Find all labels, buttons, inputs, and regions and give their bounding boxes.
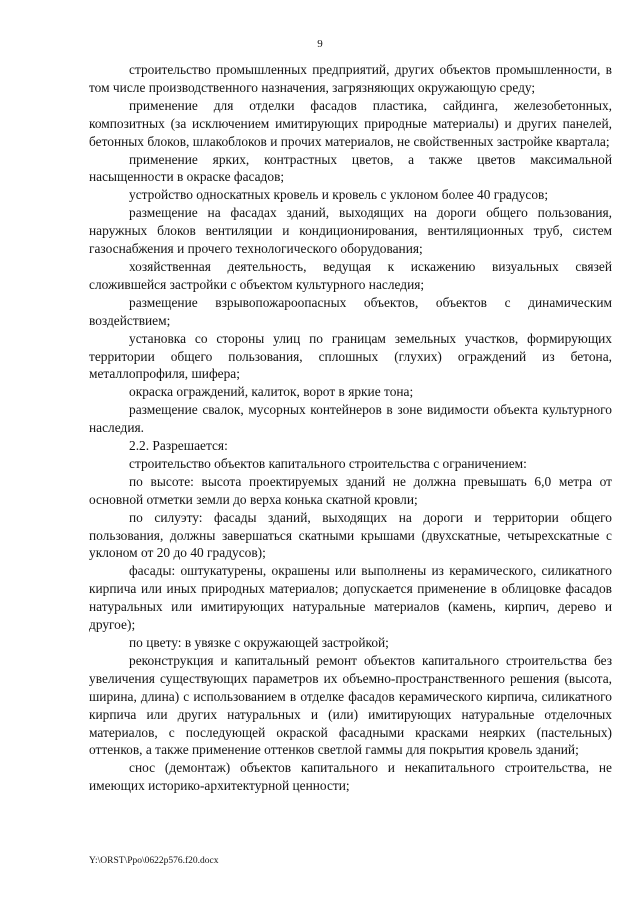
page-number: 9 (317, 38, 323, 50)
paragraph: размещение свалок, мусорных контейнеров в зоне видимости объекта культурного наследия. (89, 402, 612, 436)
paragraph: размещение взрывопожароопасных объектов, объектов с динамическим воздействием; (89, 294, 612, 328)
paragraph: применение ярких, контрастных цветов, а также цветов максимальной насыщенности в окраске фасадов; (89, 151, 612, 185)
footer-file-path: Y:\ORST\Ppo\0622p576.f20.docx (89, 856, 219, 866)
paragraph: снос (демонтаж) объектов капитального и некапитального строительства, не имеющих историко-архитектурной ценности; (89, 760, 612, 794)
document-body (89, 61, 612, 795)
paragraph: размещение на фасадах зданий, выходящих на дороги общего пользования, наружных блоков вентиляции и кондиционирования, вентиляционных труб, систем газоснабжения и прочего технологического оборудования; (89, 205, 612, 257)
paragraph: окраска ограждений, калиток, ворот в яркие тона; (129, 384, 414, 400)
paragraph: установка со стороны улиц по границам земельных участков, формирующих территории общего пользования, сплошных (глухих) ограждений из бетона, металлопрофиля, шифера; (89, 330, 612, 382)
paragraph: строительство промышленных предприятий, других объектов промышленности, в том числе производственного назначения, загрязняющих окружающую среду; (89, 62, 612, 95)
section-heading: 2.2. Разрешается: (129, 438, 228, 454)
paragraph: по высоте: высота проектируемых зданий не должна превышать 6,0 метра от основной отметки земли до верха конька скатной кровли; (89, 473, 612, 507)
paragraph: хозяйственная деятельность, ведущая к искажению визуальных связей сложившейся застройки с объектом культурного наследия; (89, 258, 612, 292)
paragraph: применение для отделки фасадов пластика, сайдинга, железобетонных, композитных (за исключением имитирующих природные материалы) и других панелей, бетонных блоков, шлакоблоков и прочих материалов, не свойственных застройке квартала; (89, 97, 612, 149)
paragraph: фасады: оштукатурены, окрашены или выполнены из керамического, силикатного кирпича или иных природных материалов; допускается применение в облицовке фасадов натуральных или имитирующих натуральные материалов (камень, кирпич, дерево и другое); (89, 563, 612, 633)
paragraph: устройство односкатных кровель и кровель с уклоном более 40 градусов; (129, 187, 549, 203)
paragraph: по силуэту: фасады зданий, выходящих на дороги и территории общего пользования, должны завершаться скатными крышами (двухскатные, четырехскатные с уклоном от 20 до 40 градусов); (89, 509, 612, 561)
paragraph: строительство объектов капитального строительства с ограничением: (129, 455, 527, 471)
paragraph: по цвету: в увязке с окружающей застройкой; (129, 635, 389, 650)
paragraph: реконструкция и капитальный ремонт объектов капитального строительства без увеличения существующих параметров их объемно-пространственного решения (высота, ширина, длина) с использованием в отделке фасадов керамического кирпича, силикатного кирпича или других натуральных и (или) имитирующих натуральные отделочных материалов, с последующей окраской фасадными красками неярких (пастельных) оттенков, а также применение оттенков светлой гаммы для покрытия кровель зданий; (89, 652, 612, 758)
